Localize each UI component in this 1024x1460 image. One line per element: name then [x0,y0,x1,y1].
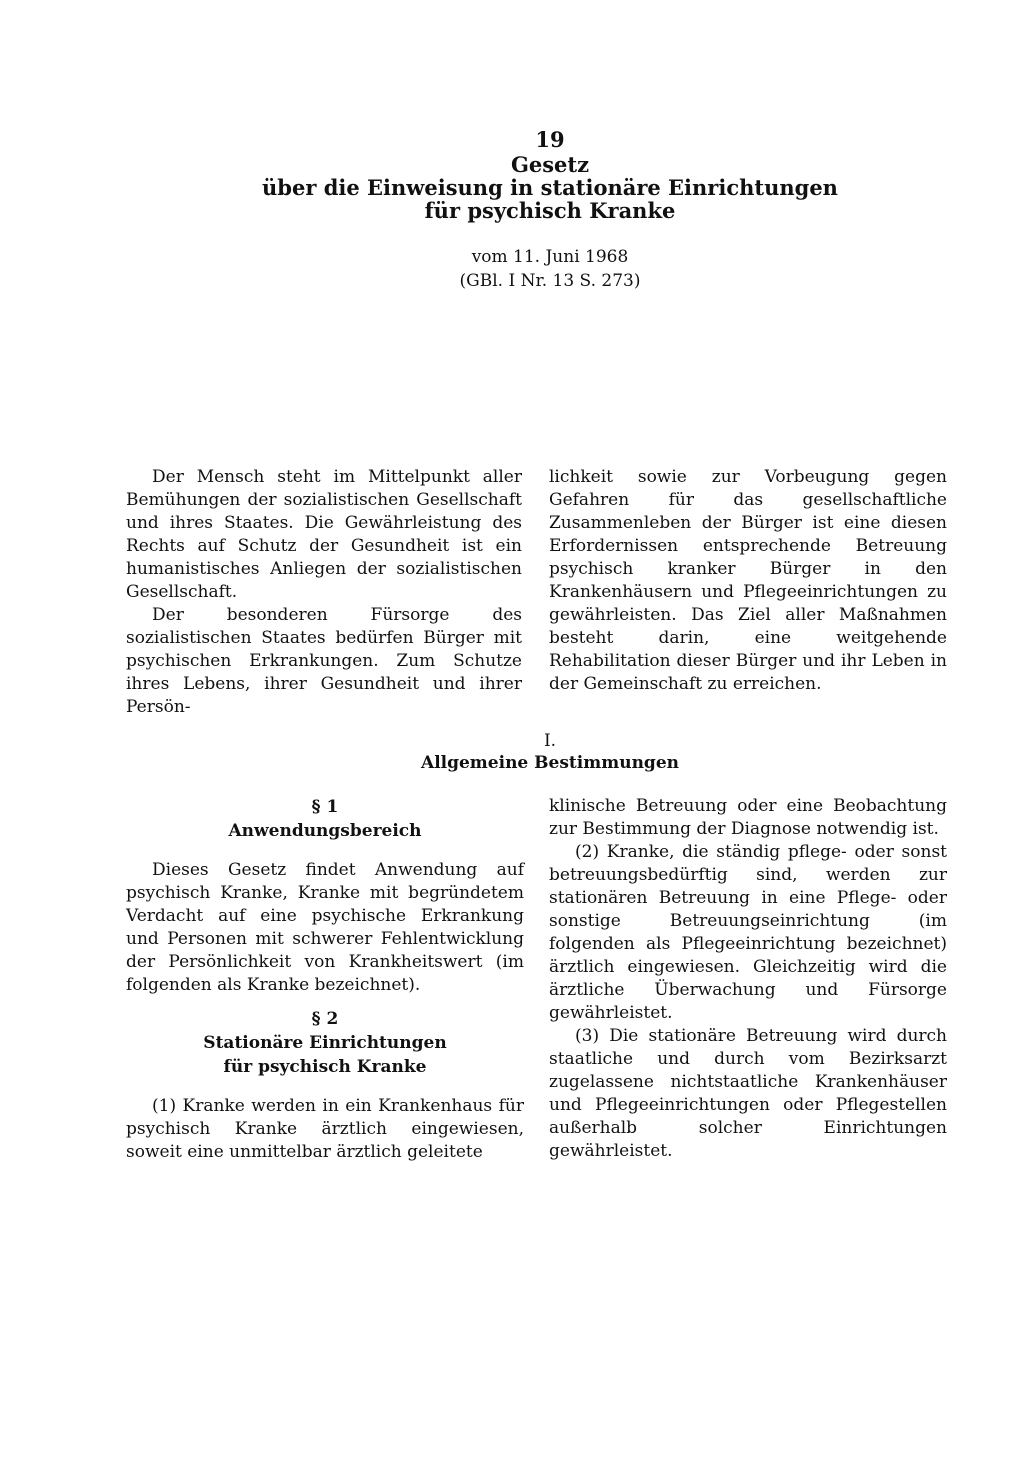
preamble-paragraph: lichkeit sowie zur Vorbeugung gegen Gefahren für das gesellschaftliche Zusammenleben der Bürger ist eine diesen Erfordernissen entsprechende Betreuung psychisch kranker Bürger in den Krankenhäusern und Pflegeeinrichtungen zu gewährleisten. Das Ziel aller Maßnahmen besteht darin, eine weitgehende Rehabilitation dieser Bürger und ihr Leben in der Gemeinschaft zu erreichen. [549,467,947,694]
paragraph-title: für psychisch Kranke [223,1057,427,1077]
document-date: vom 11. Juni 1968 [471,247,629,267]
preamble-left-column [126,466,522,719]
preamble-paragraph: Der besonderen Fürsorge des sozialistischen Staates bedürfen Bürger mit psychischen Erkrankungen. Zum Schutze ihres Lebens, ihrer Gesundheit und ihrer Persön- [126,605,522,717]
paragraph-text: (2) Kranke, die ständig pflege- oder sonst betreuungsbedürftig sind, werden zur stationären Betreuung in eine Pflege- oder sonstige Betreuungseinrichtung (im folgenden als Pflegeeinrichtung bezeichnet) ärztlich eingewiesen. Gleichzeitig wird die ärztliche Überwachung und Fürsorge gewährleistet. [549,842,947,1023]
title-line: für psychisch Kranke [424,198,676,223]
paragraph-title: Anwendungsbereich [228,821,422,841]
paragraph-text: klinische Betreuung oder eine Beobachtung zur Bestimmung der Diagnose notwendig ist. [549,796,947,839]
document-date-block [0,245,1024,293]
body-right-column [549,795,947,1163]
title-line: Gesetz [510,152,590,177]
paragraph-number: § 1 [311,797,339,817]
document-title [0,153,1024,222]
document-number: 19 [535,127,565,152]
paragraph-text: (1) Kranke werden in ein Krankenhaus für psychisch Kranke ärztlich eingewiesen, soweit eine unmittelbar ärztlich geleitete [126,1096,524,1162]
title-line: über die Einweisung in stationäre Einrichtungen [262,175,838,200]
section-title: Allgemeine Bestimmungen [421,753,679,773]
preamble-right-column [549,466,947,696]
paragraph-text: Dieses Gesetz findet Anwendung auf psychisch Kranke, Kranke mit begründetem Verdacht auf eine psychische Erkrankung und Personen mit schwerer Fehlentwicklung der Persönlichkeit von Krankheitswert (im folgenden als Kranke bezeichnet). [126,860,524,995]
body-left-column [126,795,524,1164]
section-number: I. [543,731,557,751]
paragraph-text: (3) Die stationäre Betreuung wird durch staatliche und durch vom Bezirksarzt zugelassene nichtstaatliche Krankenhäuser und Pflegeeinrichtungen oder Pflegestellen außerhalb solcher Einrichtungen gewährleistet. [549,1026,947,1161]
preamble-paragraph: Der Mensch steht im Mittelpunkt aller Bemühungen der sozialistischen Gesellschaft und ihres Staates. Die Gewährleistung des Rechts auf Schutz der Gesundheit ist ein humanistisches Anliegen der sozialistischen Gesellschaft. [126,467,522,602]
paragraph-number: § 2 [311,1009,339,1029]
paragraph-title: Stationäre Einrichtungen [203,1033,447,1053]
document-source: (GBl. I Nr. 13 S. 273) [459,271,641,291]
